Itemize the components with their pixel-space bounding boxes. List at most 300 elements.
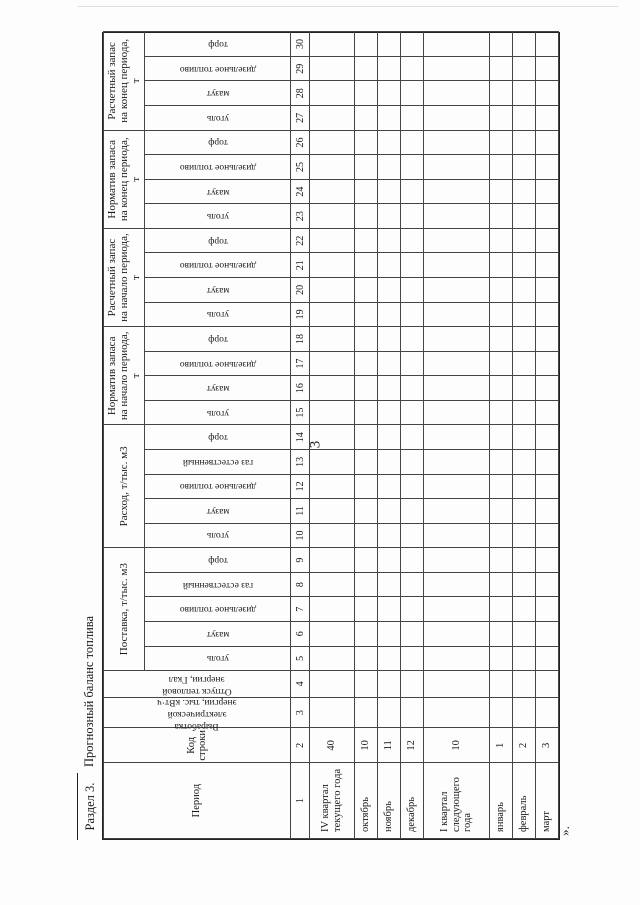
value-cell [310,548,354,573]
value-cell [310,228,354,253]
value-cell [423,450,489,475]
value-cell [423,278,489,303]
value-cell [377,499,400,524]
value-cell [400,56,423,81]
fuel-gas: газ естественный [145,572,291,597]
section-title: Прогнозный баланс топлива [77,32,103,773]
value-cell [310,155,354,180]
value-cell [377,278,400,303]
value-cell [512,671,535,698]
column-number: 5 [291,646,310,671]
value-cell [423,130,489,155]
value-cell [489,400,512,425]
period-cell: I квартал следующего года [423,763,489,839]
value-cell [400,400,423,425]
value-cell [354,351,377,376]
value-cell [310,400,354,425]
value-cell [423,155,489,180]
value-cell [512,81,535,106]
value-cell [489,450,512,475]
value-cell [423,646,489,671]
value-cell [512,351,535,376]
value-cell [400,671,423,698]
value-cell [354,621,377,646]
value-cell [377,81,400,106]
value-cell [310,621,354,646]
value-cell [535,179,558,204]
code-cell: 2 [512,728,535,763]
code-cell: 11 [377,728,400,763]
fuel-fuel-oil: мазут [145,179,291,204]
column-number: 11 [291,499,310,524]
header-period: Период [104,763,291,839]
column-number: 6 [291,621,310,646]
code-cell: 12 [400,728,423,763]
value-cell [489,302,512,327]
period-cell: декабрь [400,763,423,839]
value-cell [512,597,535,622]
value-cell [354,155,377,180]
value-cell [310,671,354,698]
value-cell [512,155,535,180]
header-consumption: Расход, т/тыс. м3 [104,425,145,548]
value-cell [423,523,489,548]
value-cell [377,179,400,204]
value-cell [400,179,423,204]
value-cell [377,621,400,646]
fuel-fuel-oil: мазут [145,81,291,106]
value-cell [377,425,400,450]
value-cell [489,376,512,401]
value-cell [377,697,400,728]
value-cell [400,548,423,573]
column-number: 2 [291,728,310,763]
value-cell [489,597,512,622]
value-cell [535,204,558,229]
value-cell [489,179,512,204]
fuel-fuel-oil: мазут [145,499,291,524]
value-cell [423,81,489,106]
value-cell [535,302,558,327]
value-cell [512,130,535,155]
value-cell [400,155,423,180]
column-number: 15 [291,400,310,425]
value-cell [535,548,558,573]
header-norm-start: Норматив запаса на начало периода, т [104,327,145,425]
page-number: 3 [307,440,324,449]
value-cell [310,253,354,278]
value-cell [535,400,558,425]
value-cell [512,278,535,303]
column-number: 7 [291,597,310,622]
value-cell [400,278,423,303]
column-number: 18 [291,327,310,352]
value-cell [310,450,354,475]
value-cell [423,400,489,425]
value-cell [489,646,512,671]
value-cell [400,327,423,352]
value-cell [354,548,377,573]
value-cell [423,253,489,278]
value-cell [512,450,535,475]
period-cell: октябрь [354,763,377,839]
fuel-peat: торф [145,32,291,57]
table-row [423,32,489,839]
value-cell [512,523,535,548]
value-cell [310,646,354,671]
value-cell [423,351,489,376]
value-cell [310,523,354,548]
code-cell: 10 [423,728,489,763]
column-number-row [291,32,310,839]
fuel-diesel: дизельное топливо [145,56,291,81]
value-cell [377,523,400,548]
value-cell [377,32,400,57]
value-cell [310,474,354,499]
value-cell [535,523,558,548]
value-cell [400,228,423,253]
column-number: 20 [291,278,310,303]
value-cell [535,425,558,450]
fuel-coal: уголь [145,646,291,671]
value-cell [512,621,535,646]
column-number: 10 [291,523,310,548]
column-number: 21 [291,253,310,278]
fuel-fuel-oil: мазут [145,376,291,401]
value-cell [377,204,400,229]
fuel-peat: торф [145,425,291,450]
value-cell [377,302,400,327]
column-number: 24 [291,179,310,204]
value-cell [354,278,377,303]
value-cell [423,548,489,573]
value-cell [400,474,423,499]
column-number: 12 [291,474,310,499]
value-cell [489,130,512,155]
value-cell [310,106,354,131]
value-cell [310,278,354,303]
column-number: 1 [291,763,310,839]
table-body [310,32,559,839]
value-cell [354,81,377,106]
value-cell [535,327,558,352]
value-cell [535,474,558,499]
value-cell [535,155,558,180]
value-cell [354,204,377,229]
fuel-gas: газ естественный [145,450,291,475]
fuel-peat: торф [145,327,291,352]
value-cell [310,597,354,622]
value-cell [354,671,377,698]
value-cell [423,597,489,622]
value-cell [310,499,354,524]
column-number: 17 [291,351,310,376]
fuel-fuel-oil: мазут [145,621,291,646]
value-cell [310,302,354,327]
column-number: 22 [291,228,310,253]
value-cell [512,425,535,450]
value-cell [423,425,489,450]
header-code: Код строки [104,728,291,763]
value-cell [423,621,489,646]
value-cell [423,106,489,131]
value-cell [377,351,400,376]
value-cell [400,204,423,229]
value-cell [400,32,423,57]
value-cell [400,253,423,278]
fuel-coal: уголь [145,204,291,229]
value-cell [489,572,512,597]
fuel-balance-table-frame [103,32,560,840]
value-cell [489,327,512,352]
value-cell [377,400,400,425]
table-row [377,32,400,839]
value-cell [489,474,512,499]
table-row [512,32,535,839]
value-cell [354,327,377,352]
column-number: 14 [291,425,310,450]
value-cell [423,572,489,597]
table-row [535,32,558,839]
value-cell [400,621,423,646]
value-cell [400,499,423,524]
column-number: 26 [291,130,310,155]
value-cell [310,204,354,229]
value-cell [512,697,535,728]
value-cell [423,228,489,253]
value-cell [423,302,489,327]
fuel-balance-table [103,31,559,839]
value-cell [535,32,558,57]
value-cell [354,474,377,499]
value-cell [310,56,354,81]
scan-edge-line [78,6,618,7]
value-cell [310,32,354,57]
value-cell [535,621,558,646]
value-cell [535,278,558,303]
table-row [400,32,423,839]
value-cell [489,278,512,303]
fuel-fuel-oil: мазут [145,278,291,303]
column-number: 29 [291,56,310,81]
header-electricity: Выработка электрической энергии, тыс. кВт·ч [104,697,291,728]
fuel-diesel: дизельное топливо [145,597,291,622]
value-cell [512,228,535,253]
value-cell [423,56,489,81]
value-cell [512,327,535,352]
value-cell [489,621,512,646]
period-cell: IV квартал текущего года [310,763,354,839]
value-cell [310,327,354,352]
value-cell [400,302,423,327]
value-cell [512,400,535,425]
value-cell [400,697,423,728]
value-cell [377,376,400,401]
value-cell [354,572,377,597]
value-cell [489,81,512,106]
value-cell [400,351,423,376]
value-cell [489,548,512,573]
value-cell [535,81,558,106]
fuel-peat: торф [145,130,291,155]
value-cell [512,56,535,81]
header-calc-end: Расчетный запас на конец периода, т [104,32,145,131]
value-cell [489,228,512,253]
column-number: 3 [291,697,310,728]
value-cell [535,499,558,524]
period-cell: январь [489,763,512,839]
value-cell [400,376,423,401]
value-cell [535,450,558,475]
value-cell [512,32,535,57]
value-cell [489,106,512,131]
column-number: 23 [291,204,310,229]
column-number: 13 [291,450,310,475]
fuel-diesel: дизельное топливо [145,253,291,278]
value-cell [512,548,535,573]
value-cell [310,81,354,106]
value-cell [512,572,535,597]
column-number: 28 [291,81,310,106]
value-cell [423,327,489,352]
column-number: 16 [291,376,310,401]
value-cell [489,697,512,728]
value-cell [354,697,377,728]
header-calc-start: Расчетный запас на начало периода, т [104,228,145,326]
value-cell [423,376,489,401]
value-cell [489,351,512,376]
closing-mark: ». [556,826,572,836]
period-cell: февраль [512,763,535,839]
value-cell [354,228,377,253]
fuel-coal: уголь [145,106,291,131]
header-norm-end: Норматив запаса на конец периода, т [104,130,145,228]
value-cell [377,671,400,698]
value-cell [400,130,423,155]
fuel-peat: торф [145,548,291,573]
value-cell [512,474,535,499]
value-cell [512,376,535,401]
value-cell [489,155,512,180]
value-cell [423,204,489,229]
value-cell [354,56,377,81]
value-cell [489,32,512,57]
value-cell [535,253,558,278]
fuel-peat: торф [145,228,291,253]
value-cell [354,499,377,524]
value-cell [354,450,377,475]
column-number: 9 [291,548,310,573]
value-cell [512,204,535,229]
value-cell [512,106,535,131]
value-cell [354,425,377,450]
value-cell [489,56,512,81]
value-cell [310,376,354,401]
value-cell [400,572,423,597]
value-cell [310,179,354,204]
value-cell [377,228,400,253]
value-cell [310,351,354,376]
value-cell [512,646,535,671]
value-cell [377,327,400,352]
header-heat: Отпуск тепловой энергии, Гкал [104,671,291,698]
value-cell [535,646,558,671]
value-cell [354,523,377,548]
value-cell [354,130,377,155]
code-cell: 10 [354,728,377,763]
fuel-diesel: дизельное топливо [145,351,291,376]
section-label: Раздел 3. [77,773,103,840]
rotated-table-block [77,32,560,840]
value-cell [512,253,535,278]
value-cell [535,376,558,401]
column-number: 19 [291,302,310,327]
value-cell [354,597,377,622]
value-cell [423,179,489,204]
value-cell [377,56,400,81]
value-cell [535,106,558,131]
value-cell [377,155,400,180]
value-cell [489,253,512,278]
fuel-diesel: дизельное топливо [145,155,291,180]
value-cell [489,499,512,524]
value-cell [400,106,423,131]
value-cell [535,130,558,155]
value-cell [400,597,423,622]
value-cell [310,425,354,450]
value-cell [535,56,558,81]
code-cell: 3 [535,728,558,763]
value-cell [310,130,354,155]
value-cell [354,646,377,671]
value-cell [354,253,377,278]
value-cell [354,376,377,401]
value-cell [354,179,377,204]
value-cell [377,474,400,499]
value-cell [489,204,512,229]
fuel-coal: уголь [145,400,291,425]
column-number: 8 [291,572,310,597]
value-cell [535,671,558,698]
value-cell [489,523,512,548]
fuel-diesel: дизельное топливо [145,474,291,499]
table-row [489,32,512,839]
value-cell [354,302,377,327]
value-cell [423,474,489,499]
value-cell [377,106,400,131]
value-cell [535,572,558,597]
value-cell [400,646,423,671]
value-cell [423,697,489,728]
value-cell [354,400,377,425]
value-cell [400,81,423,106]
fuel-coal: уголь [145,523,291,548]
value-cell [377,450,400,475]
value-cell [377,253,400,278]
value-cell [354,106,377,131]
value-cell [310,572,354,597]
value-cell [377,130,400,155]
value-cell [377,646,400,671]
value-cell [377,597,400,622]
code-cell: 40 [310,728,354,763]
column-number: 25 [291,155,310,180]
value-cell [535,351,558,376]
value-cell [423,499,489,524]
value-cell [512,302,535,327]
value-cell [377,572,400,597]
value-cell [512,499,535,524]
